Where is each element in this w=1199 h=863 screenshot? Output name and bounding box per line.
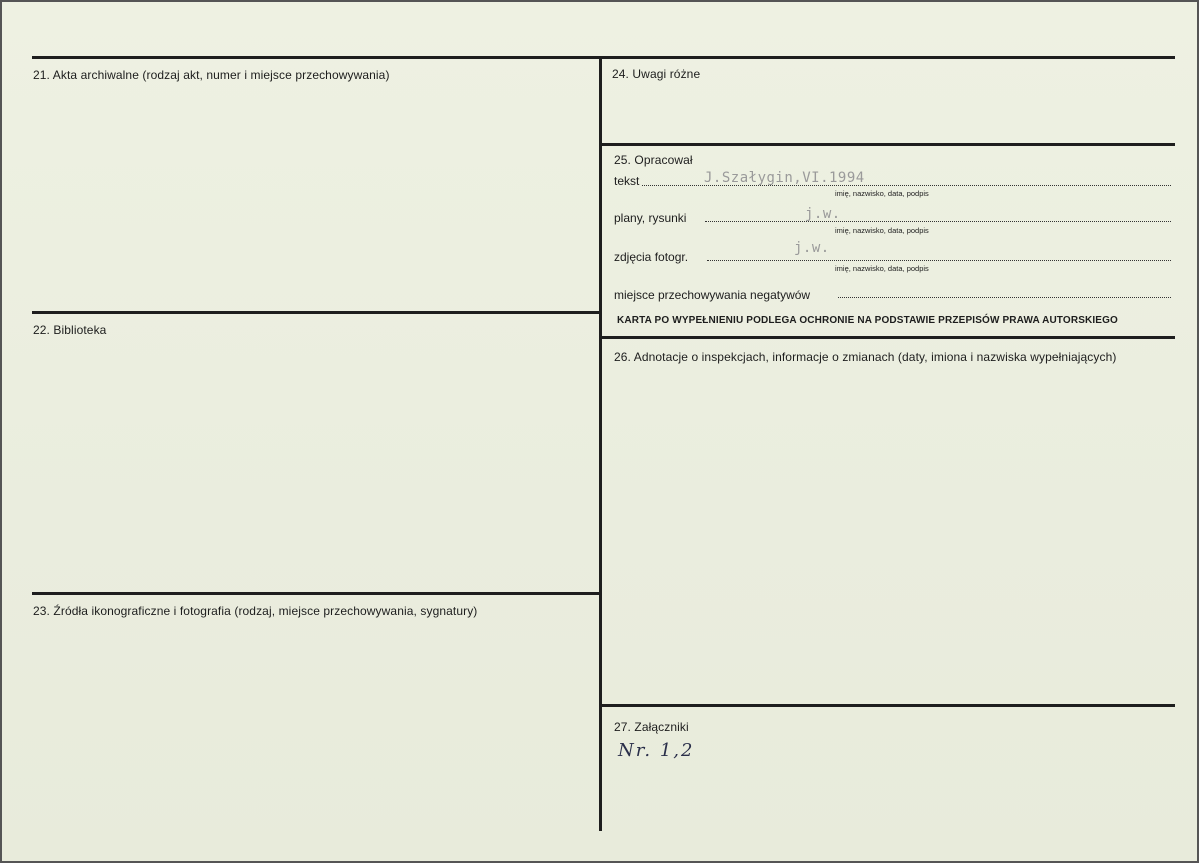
rule-25	[600, 143, 1175, 146]
section-23-label: 23. Źródła ikonograficzne i fotografia (rodzaj, miejsce przechowywania, sygnatury)	[33, 604, 478, 618]
zdjecia-sub-caption: imię, nazwisko, data, podpis	[835, 264, 929, 273]
negatives-dotted-line	[838, 297, 1171, 298]
section-21-label: 21. Akta archiwalne (rodzaj akt, numer i miejsce przechowywania)	[33, 68, 390, 82]
copyright-notice: KARTA PO WYPEŁNIENIU PODLEGA OCHRONIE NA PODSTAWIE PRZEPISÓW PRAWA AUTORSKIEGO	[617, 315, 1118, 326]
section-22-label: 22. Biblioteka	[33, 323, 107, 337]
section-25-label: 25. Opracował	[614, 153, 693, 167]
plany-value: j.w.	[805, 206, 841, 222]
zdjecia-dotted-line	[707, 260, 1171, 261]
plany-sub-caption: imię, nazwisko, data, podpis	[835, 226, 929, 235]
rule-27	[600, 704, 1175, 707]
attachments-handwritten: Nr. 1,2	[618, 740, 695, 761]
plany-row-label: plany, rysunki	[614, 211, 687, 225]
vertical-divider	[599, 58, 602, 831]
tekst-sub-caption: imię, nazwisko, data, podpis	[835, 189, 929, 198]
rule-23	[32, 592, 600, 595]
tekst-row-label: tekst	[614, 174, 640, 188]
top-rule	[32, 56, 1175, 59]
section-27-label: 27. Załączniki	[614, 720, 689, 734]
section-26-label: 26. Adnotacje o inspekcjach, informacje o zmianach (daty, imiona i nazwiska wypełniających)	[614, 350, 1117, 364]
plany-dotted-line	[705, 221, 1171, 222]
tekst-value: J.Szałygin,VI.1994	[704, 170, 865, 186]
negatives-label: miejsce przechowywania negatywów	[614, 288, 811, 302]
zdjecia-value: j.w.	[794, 240, 830, 256]
zdjecia-row-label: zdjęcia fotogr.	[614, 250, 689, 264]
section-24-label: 24. Uwagi różne	[612, 67, 701, 81]
rule-26	[600, 336, 1175, 339]
rule-22	[32, 311, 600, 314]
